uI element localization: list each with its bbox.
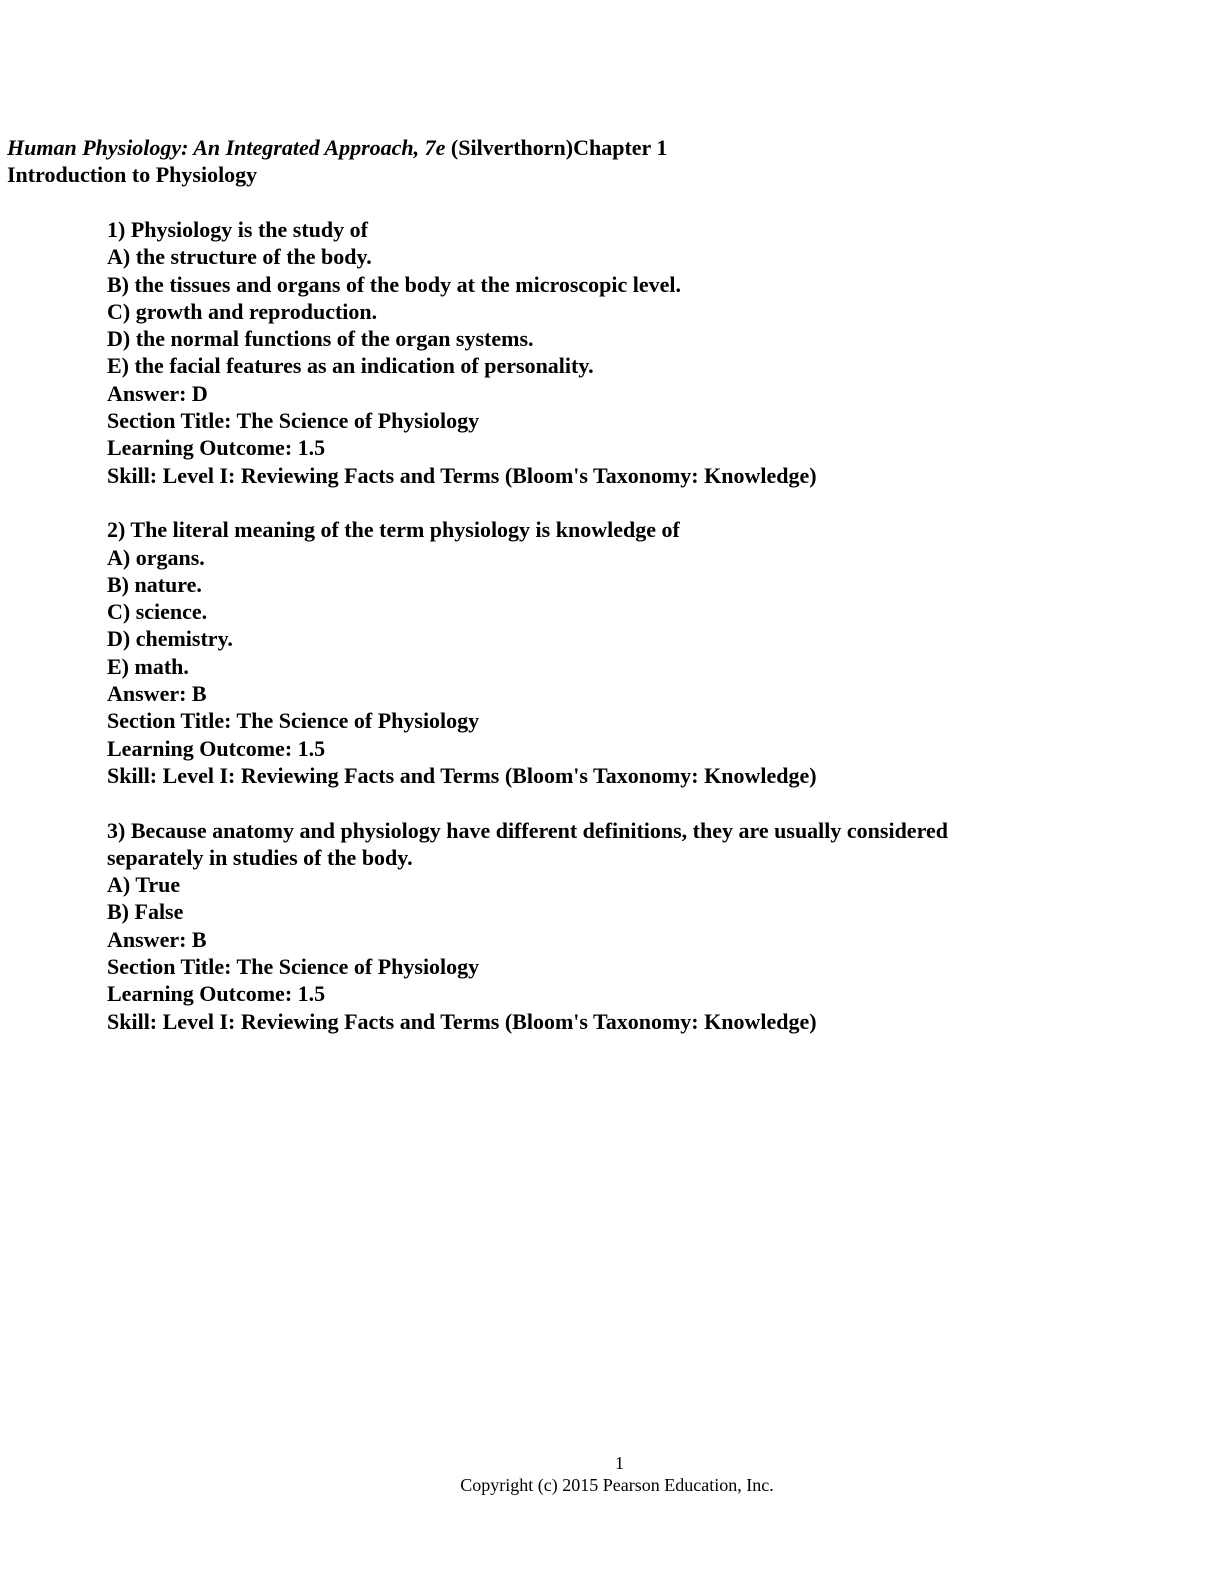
answer-option: C) growth and reproduction. xyxy=(107,298,378,324)
question-stem-continued: separately in studies of the body. xyxy=(107,844,413,870)
answer-key: Answer: B xyxy=(107,926,207,952)
question-stem: 1) Physiology is the study of xyxy=(107,217,368,242)
answer-option: A) the structure of the body. xyxy=(107,244,372,270)
question-2 xyxy=(107,516,1107,789)
question-stem: 3) Because anatomy and physiology have different definitions, they are usually considered xyxy=(107,817,948,843)
chapter-title: Introduction to Physiology xyxy=(7,162,258,187)
answer-option: B) False xyxy=(107,899,184,925)
answer-option: D) the normal functions of the organ systems. xyxy=(107,326,534,352)
answer-option: E) the facial features as an indication of personality. xyxy=(107,353,594,379)
copyright-notice: Copyright (c) 2015 Pearson Education, Inc. xyxy=(460,1475,774,1495)
page-number: 1 xyxy=(615,1453,624,1473)
question-3 xyxy=(107,817,1107,1035)
answer-option: D) chemistry. xyxy=(107,626,233,652)
skill-level: Skill: Level I: Reviewing Facts and Terms (Bloom's Taxonomy: Knowledge) xyxy=(107,1008,817,1034)
answer-option: A) True xyxy=(107,872,181,898)
author-chapter: (Silverthorn)Chapter 1 xyxy=(445,135,668,160)
answer-option: B) the tissues and organs of the body at the microscopic level. xyxy=(107,271,682,297)
section-title: Section Title: The Science of Physiology xyxy=(107,954,480,980)
answer-key: Answer: D xyxy=(107,380,208,406)
answer-option: E) math. xyxy=(107,653,189,679)
question-1 xyxy=(107,216,1107,489)
page-footer xyxy=(0,1452,1224,1496)
answer-option: C) science. xyxy=(107,599,208,625)
document-header xyxy=(7,134,667,188)
answer-option: A) organs. xyxy=(107,544,205,570)
question-stem: 2) The literal meaning of the term physiology is knowledge of xyxy=(107,517,680,543)
title-line xyxy=(7,134,667,161)
learning-outcome: Learning Outcome: 1.5 xyxy=(107,981,326,1007)
answer-option: B) nature. xyxy=(107,571,202,597)
skill-level: Skill: Level I: Reviewing Facts and Terms (Bloom's Taxonomy: Knowledge) xyxy=(107,462,817,488)
section-title: Section Title: The Science of Physiology xyxy=(107,708,480,734)
question-list xyxy=(107,216,1107,1062)
skill-level: Skill: Level I: Reviewing Facts and Terms (Bloom's Taxonomy: Knowledge) xyxy=(107,762,817,788)
section-title: Section Title: The Science of Physiology xyxy=(107,408,480,434)
book-title: Human Physiology: An Integrated Approach, 7e xyxy=(7,135,446,160)
answer-key: Answer: B xyxy=(107,681,207,707)
learning-outcome: Learning Outcome: 1.5 xyxy=(107,435,326,461)
learning-outcome: Learning Outcome: 1.5 xyxy=(107,735,326,761)
